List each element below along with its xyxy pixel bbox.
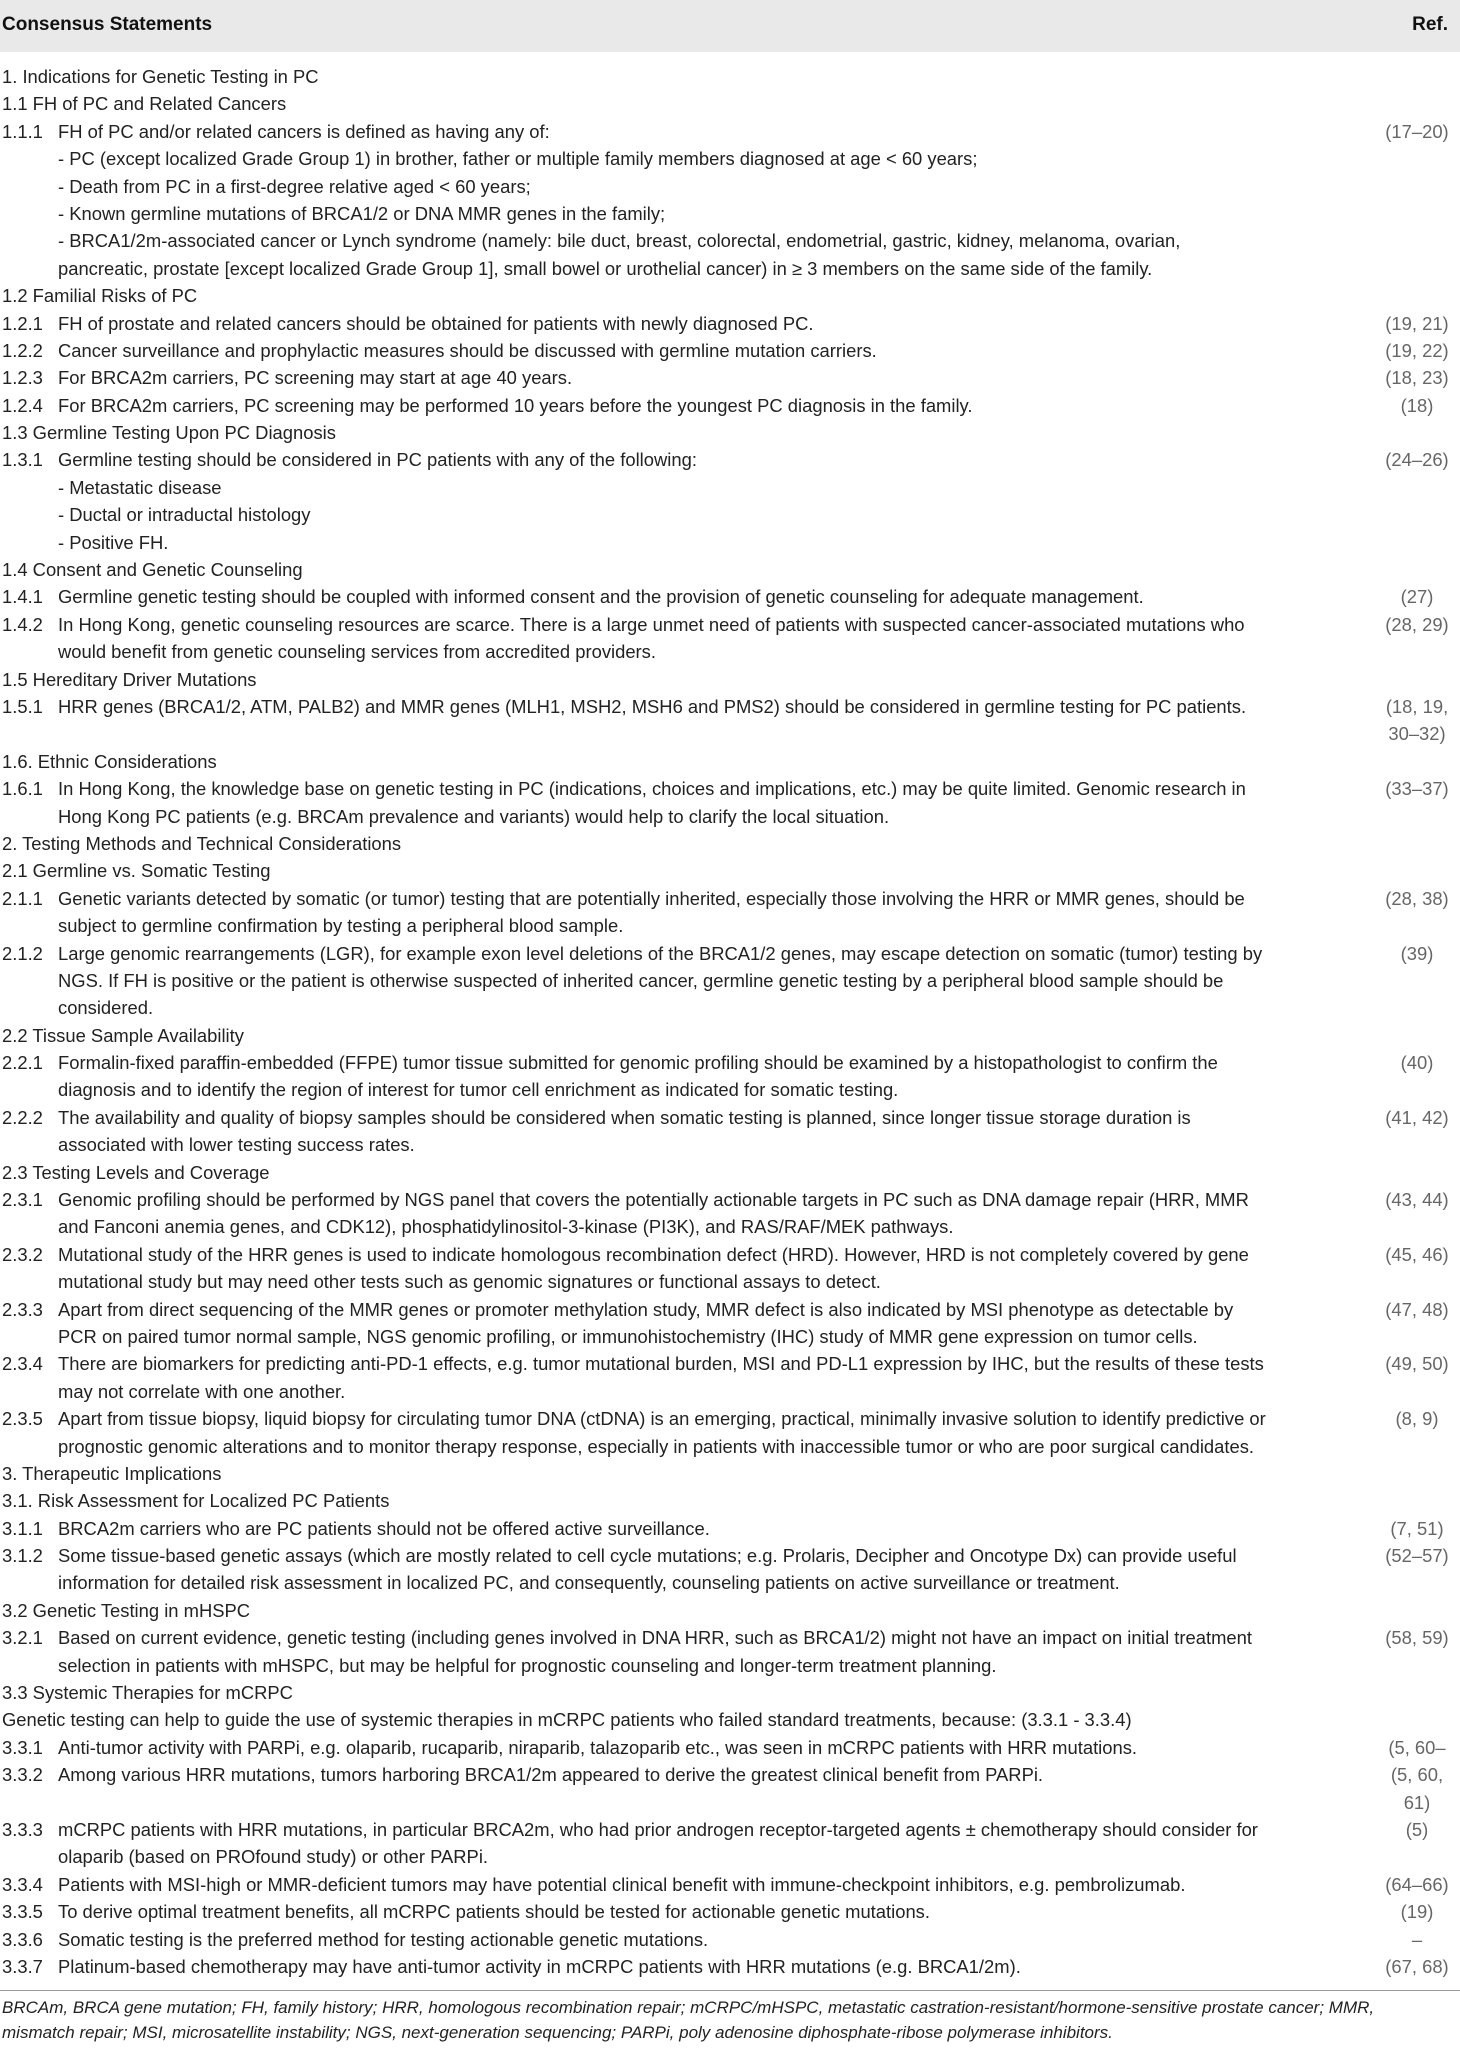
reference-link[interactable]: (58, 59) bbox=[1385, 1627, 1449, 1649]
table-row bbox=[0, 1816, 1460, 1843]
statement-text: diagnosis and to identify the region of interest for tumor cell enrichment as indicated for somatic testing. bbox=[58, 1079, 899, 1101]
statement-number: 1.2.4 bbox=[2, 394, 43, 416]
statement-text: - Metastatic disease bbox=[58, 476, 222, 498]
statement-number: 2.2.2 bbox=[2, 1106, 43, 1128]
table-row bbox=[0, 310, 1460, 337]
statement-text: NGS. If FH is positive or the patient is otherwise suspected of inherited cancer, germline genetic testing by a peripheral blood sample should be bbox=[58, 969, 1224, 991]
reference-link[interactable]: (28, 38) bbox=[1385, 887, 1449, 909]
table-row bbox=[0, 1624, 1460, 1651]
statement-text: and Fanconi anemia genes, and CDK12), phosphatidylinositol-3-kinase (PI3K), and RAS/RAF/MEK pathways. bbox=[58, 1216, 954, 1238]
statement-number: 3.1.2 bbox=[2, 1545, 43, 1567]
section-heading: 2.2 Tissue Sample Availability bbox=[2, 1024, 244, 1046]
statement-text: information for detailed risk assessment in localized PC, and consequently, counseling patients on active surveillance or treatment. bbox=[58, 1572, 1120, 1594]
table-footnote: BRCAm, BRCA gene mutation; FH, family history; HRR, homologous recombination repair; mCRPC/mHSPC, metastatic castration-resistant/hormone-sensitive prostate cancer; MMR, mismatch repair; MSI, microsatellite instability; NGS, next-generation sequencing; PARPi, poly adenosine diphosphate-ribose polymerase inhibitors. bbox=[2, 1998, 1375, 2042]
table-row bbox=[0, 1268, 1460, 1295]
statement-text: Cancer surveillance and prophylactic measures should be discussed with germline mutation carriers. bbox=[58, 339, 877, 361]
statement-text: BRCA2m carriers who are PC patients should not be offered active surveillance. bbox=[58, 1517, 710, 1539]
reference-link[interactable]: (41, 42) bbox=[1385, 1106, 1449, 1128]
statement-number: 2.3.3 bbox=[2, 1298, 43, 1320]
reference-link[interactable]: (5, 60, bbox=[1390, 1764, 1444, 1786]
statement-text: In Hong Kong, genetic counseling resources are scarce. There is a large unmet need of patients with suspected cancer-associated mutations who bbox=[58, 613, 1245, 635]
section-heading: 3.1. Risk Assessment for Localized PC Patients bbox=[2, 1490, 390, 1512]
section-heading: 1.2 Familial Risks of PC bbox=[2, 285, 198, 307]
table-row bbox=[0, 392, 1460, 419]
table-row bbox=[0, 474, 1460, 501]
table-row bbox=[0, 1789, 1460, 1816]
statement-number: 2.1.1 bbox=[2, 887, 43, 909]
statement-number: 2.3.1 bbox=[2, 1189, 43, 1211]
statement-text: Among various HRR mutations, tumors harboring BRCA1/2m appeared to derive the greatest clinical benefit from PARPi. bbox=[58, 1764, 1044, 1786]
table-row bbox=[0, 529, 1460, 556]
statement-text: Platinum-based chemotherapy may have anti-tumor activity in mCRPC patients with HRR mutations (e.g. BRCA1/2m). bbox=[58, 1955, 1021, 1977]
statement-number: 2.3.2 bbox=[2, 1243, 43, 1265]
table-row bbox=[0, 337, 1460, 364]
statement-text: associated with lower testing success rates. bbox=[58, 1134, 415, 1156]
reference-link[interactable]: (28, 29) bbox=[1385, 613, 1449, 635]
table-row bbox=[0, 227, 1460, 254]
table-row bbox=[0, 1515, 1460, 1542]
section-heading: Genetic testing can help to guide the use of systemic therapies in mCRPC patients who failed standard treatments, because: (3.3.1 - 3.3.4) bbox=[2, 1709, 1132, 1731]
table-row bbox=[0, 200, 1460, 227]
statement-number: 3.1.1 bbox=[2, 1517, 43, 1539]
statement-text: - PC (except localized Grade Group 1) in brother, father or multiple family members diagnosed at age < 60 years; bbox=[58, 148, 978, 170]
statement-text: For BRCA2m carriers, PC screening may start at age 40 years. bbox=[58, 367, 573, 389]
table-row bbox=[0, 583, 1460, 610]
statement-text: subject to germline confirmation by testing a peripheral blood sample. bbox=[58, 915, 624, 937]
statement-text: PCR on paired tumor normal sample, NGS genomic profiling, or immunohistochemistry (IHC) study of MMR gene expression on tumor cells. bbox=[58, 1325, 1198, 1347]
reference-link[interactable]: (33–37) bbox=[1385, 778, 1449, 800]
statement-text: mutational study but may need other tests such as genomic signatures or functional assays to detect. bbox=[58, 1271, 881, 1293]
table-row bbox=[0, 1679, 1460, 1706]
table-row bbox=[0, 1104, 1460, 1131]
table-row bbox=[0, 1734, 1460, 1761]
section-heading: 1.6. Ethnic Considerations bbox=[2, 750, 217, 772]
reference-link[interactable]: (47, 48) bbox=[1385, 1298, 1449, 1320]
table-bottom-rule bbox=[0, 1990, 1460, 1991]
statement-text: Anti-tumor activity with PARPi, e.g. olaparib, rucaparib, niraparib, talazoparib etc., was seen in mCRPC patients with HRR mutations. bbox=[58, 1736, 1138, 1758]
table-row bbox=[0, 556, 1460, 583]
reference-link[interactable]: (64–66) bbox=[1385, 1873, 1449, 1895]
statement-text: Somatic testing is the preferred method for testing actionable genetic mutations. bbox=[58, 1928, 709, 1950]
table-row bbox=[0, 282, 1460, 309]
statement-number: 1.4.1 bbox=[2, 586, 43, 608]
statement-text: olaparib (based on PROfound study) or other PARPi. bbox=[58, 1846, 489, 1868]
reference-link[interactable]: (40) bbox=[1400, 1052, 1434, 1074]
statement-text: HRR genes (BRCA1/2, ATM, PALB2) and MMR genes (MLH1, MSH2, MSH6 and PMS2) should be considered in germline testing for PC patients. bbox=[58, 695, 1247, 717]
table-row bbox=[0, 90, 1460, 117]
statement-number: 3.3.5 bbox=[2, 1901, 43, 1923]
statement-text: - Known germline mutations of BRCA1/2 or DNA MMR genes in the family; bbox=[58, 202, 666, 224]
table-row bbox=[0, 693, 1460, 720]
table-row bbox=[0, 1350, 1460, 1377]
table-row bbox=[0, 145, 1460, 172]
table-row bbox=[0, 1378, 1460, 1405]
table-row bbox=[0, 666, 1460, 693]
statement-text: Genetic variants detected by somatic (or tumor) testing that are potentially inherited, especially those involving the HRR or MMR genes, should be bbox=[58, 887, 1245, 909]
table-row bbox=[0, 775, 1460, 802]
statement-number: 3.3.1 bbox=[2, 1736, 43, 1758]
statement-number: 3.3.4 bbox=[2, 1873, 43, 1895]
table-row bbox=[0, 1186, 1460, 1213]
statement-number: 3.3.6 bbox=[2, 1928, 43, 1950]
table-row bbox=[0, 1953, 1460, 1980]
reference-link[interactable]: (27) bbox=[1400, 586, 1434, 608]
statement-number: 1.6.1 bbox=[2, 778, 43, 800]
table-row bbox=[0, 501, 1460, 528]
table-row bbox=[0, 1213, 1460, 1240]
table-row bbox=[0, 1926, 1460, 1953]
table-row bbox=[0, 1131, 1460, 1158]
section-heading: 3.2 Genetic Testing in mHSPC bbox=[2, 1599, 251, 1621]
table-row bbox=[0, 967, 1460, 994]
section-heading: 2.1 Germline vs. Somatic Testing bbox=[2, 860, 271, 882]
reference-link[interactable]: – bbox=[1411, 1928, 1423, 1950]
statement-text: Patients with MSI-high or MMR-deficient tumors may have potential clinical benefit with immune-checkpoint inhibitors, e.g. pembrolizumab. bbox=[58, 1873, 1186, 1895]
statement-text: There are biomarkers for predicting anti-PD-1 effects, e.g. tumor mutational burden, MSI and PD-L1 expression by IHC, but the results of these tests bbox=[58, 1353, 1264, 1375]
statement-text: - Positive FH. bbox=[58, 531, 169, 553]
statement-text: mCRPC patients with HRR mutations, in particular BRCA2m, who had prior androgen receptor-targeted agents ± chemotherapy should consider for bbox=[58, 1819, 1258, 1840]
statement-text: Hong Kong PC patients (e.g. BRCAm prevalence and variants) would help to clarify the local situation. bbox=[58, 805, 890, 827]
table-row bbox=[0, 1460, 1460, 1487]
statement-number: 2.3.4 bbox=[2, 1353, 43, 1375]
table-row bbox=[0, 419, 1460, 446]
table-row bbox=[0, 1022, 1460, 1049]
table-row bbox=[0, 638, 1460, 665]
table-row bbox=[0, 857, 1460, 884]
statement-number: 2.2.1 bbox=[2, 1052, 43, 1074]
section-heading: 2.3 Testing Levels and Coverage bbox=[2, 1161, 270, 1183]
reference-link[interactable]: (19, 21) bbox=[1385, 312, 1449, 334]
reference-link[interactable]: (45, 46) bbox=[1385, 1243, 1449, 1265]
table-row bbox=[0, 1542, 1460, 1569]
statement-number: 3.2.1 bbox=[2, 1627, 43, 1649]
column-header-ref: Ref. bbox=[1412, 14, 1448, 35]
statement-number: 2.1.2 bbox=[2, 942, 43, 964]
statement-number: 1.5.1 bbox=[2, 695, 43, 717]
statement-text: Large genomic rearrangements (LGR), for example exon level deletions of the BRCA1/2 genes, may escape detection on somatic (tumor) testing by bbox=[58, 942, 1263, 964]
section-heading: 2. Testing Methods and Technical Considerations bbox=[2, 832, 402, 854]
reference-link[interactable]: (39) bbox=[1400, 942, 1434, 964]
table-row bbox=[0, 912, 1460, 939]
statement-number: 3.3.3 bbox=[2, 1819, 43, 1840]
table-row bbox=[0, 748, 1460, 775]
table-header bbox=[0, 0, 1460, 52]
table-row bbox=[0, 1843, 1460, 1870]
reference-link[interactable]: (7, 51) bbox=[1390, 1517, 1444, 1539]
statement-text: The availability and quality of biopsy samples should be considered when somatic testing is planned, since longer tissue storage duration is bbox=[58, 1106, 1191, 1128]
table-row bbox=[0, 1706, 1460, 1733]
reference-link[interactable]: (49, 50) bbox=[1385, 1353, 1449, 1375]
reference-link[interactable]: (19) bbox=[1400, 1901, 1434, 1923]
column-header-statements: Consensus Statements bbox=[2, 14, 213, 35]
statement-number: 1.2.3 bbox=[2, 367, 43, 389]
table-row bbox=[0, 1323, 1460, 1350]
statement-text: Apart from tissue biopsy, liquid biopsy for circulating tumor DNA (ctDNA) is an emerging, practical, minimally invasive solution to identify predictive or bbox=[58, 1408, 1266, 1430]
table-row bbox=[0, 1761, 1460, 1788]
table-row bbox=[0, 1296, 1460, 1323]
reference-link[interactable]: (67, 68) bbox=[1385, 1955, 1449, 1977]
statement-number: 1.3.1 bbox=[2, 449, 43, 471]
statement-text: Germline genetic testing should be coupled with informed consent and the provision of genetic counseling for adequate management. bbox=[58, 586, 1144, 608]
table-row bbox=[0, 1652, 1460, 1679]
statement-text: - BRCA1/2m-associated cancer or Lynch syndrome (namely: bile duct, breast, colorectal, endometrial, gastric, kidney, melanoma, ovarian, bbox=[58, 230, 1181, 252]
statement-number: 1.2.1 bbox=[2, 312, 43, 334]
reference-link[interactable]: (8, 9) bbox=[1395, 1408, 1439, 1430]
section-heading: 1.1 FH of PC and Related Cancers bbox=[2, 93, 287, 115]
table-row bbox=[0, 446, 1460, 473]
reference-link[interactable]: (24–26) bbox=[1385, 449, 1449, 471]
table-row bbox=[0, 1569, 1460, 1596]
statement-text: pancreatic, prostate [except localized Grade Group 1], small bowel or urothelial cancer) in ≥ 3 members on the same side of the family. bbox=[58, 257, 1153, 279]
reference-link[interactable]: 30–32) bbox=[1388, 723, 1446, 745]
statement-text: To derive optimal treatment benefits, all mCRPC patients should be tested for actionable genetic mutations. bbox=[58, 1901, 930, 1923]
statement-text: Some tissue-based genetic assays (which are mostly related to cell cycle mutations; e.g. Prolaris, Decipher and Oncotype Dx) can provide useful bbox=[58, 1545, 1237, 1567]
section-heading: 1.3 Germline Testing Upon PC Diagnosis bbox=[2, 422, 336, 444]
reference-link[interactable]: (18, 19, bbox=[1385, 695, 1449, 717]
reference-link[interactable]: (19, 22) bbox=[1385, 339, 1449, 361]
table-row bbox=[0, 255, 1460, 282]
table-row bbox=[0, 63, 1460, 90]
reference-link[interactable]: (43, 44) bbox=[1385, 1189, 1449, 1211]
table-row bbox=[0, 940, 1460, 967]
statement-text: FH of prostate and related cancers should be obtained for patients with newly diagnosed PC. bbox=[58, 312, 814, 334]
table-row bbox=[0, 1159, 1460, 1186]
statement-text: prognostic genomic alterations and to monitor therapy response, especially in patients with inaccessible tumor or who are poor surgical candidates. bbox=[58, 1435, 1255, 1457]
statement-number: 2.3.5 bbox=[2, 1408, 43, 1430]
section-heading: 1.4 Consent and Genetic Counseling bbox=[2, 559, 303, 581]
statement-text: may not correlate with one another. bbox=[58, 1380, 346, 1402]
statement-text: Genomic profiling should be performed by NGS panel that covers the potentially actionable targets in PC such as DNA damage repair (HRR, MMR bbox=[58, 1189, 1249, 1211]
table-row bbox=[0, 1898, 1460, 1925]
statement-number: 3.3.2 bbox=[2, 1764, 43, 1786]
statement-text: - Ductal or intraductal histology bbox=[58, 504, 311, 526]
table-row bbox=[0, 1405, 1460, 1432]
table-row bbox=[0, 830, 1460, 857]
table-row bbox=[0, 1433, 1460, 1460]
reference-link[interactable]: 61) bbox=[1403, 1791, 1431, 1813]
statement-text: Formalin-fixed paraffin-embedded (FFPE) tumor tissue submitted for genomic profiling should be examined by a histopathologist to confirm the bbox=[58, 1052, 1218, 1074]
statement-text: selection in patients with mHSPC, but may be helpful for prognostic counseling and longer-term treatment planning. bbox=[58, 1654, 997, 1676]
table-row bbox=[0, 885, 1460, 912]
table-row bbox=[0, 720, 1460, 747]
section-heading: 3. Therapeutic Implications bbox=[2, 1462, 222, 1484]
statement-text: Mutational study of the HRR genes is used to indicate homologous recombination defect (HRD). However, HRD is not completely covered by gene bbox=[58, 1243, 1249, 1265]
statement-text: Based on current evidence, genetic testing (including genes involved in DNA HRR, such as BRCA1/2) might not have an impact on initial treatment bbox=[58, 1627, 1252, 1649]
table-row bbox=[0, 803, 1460, 830]
reference-link[interactable]: (18, 23) bbox=[1385, 367, 1449, 389]
statement-text: For BRCA2m carriers, PC screening may be performed 10 years before the youngest PC diagnosis in the family. bbox=[58, 394, 973, 416]
statement-text: In Hong Kong, the knowledge base on genetic testing in PC (indications, choices and implications, etc.) may be quite limited. Genomic research in bbox=[58, 778, 1246, 800]
reference-link[interactable]: (5) bbox=[1405, 1819, 1429, 1840]
statement-text: Germline testing should be considered in PC patients with any of the following: bbox=[58, 449, 697, 471]
section-heading: 1. Indications for Genetic Testing in PC bbox=[2, 66, 319, 87]
statement-text: FH of PC and/or related cancers is defined as having any of: bbox=[58, 120, 550, 142]
statement-number: 1.1.1 bbox=[2, 120, 43, 142]
statement-text: - Death from PC in a first-degree relative aged < 60 years; bbox=[58, 175, 531, 197]
table-row bbox=[0, 1597, 1460, 1624]
table-row bbox=[0, 994, 1460, 1021]
statement-text: would benefit from genetic counseling services from accredited providers. bbox=[58, 641, 656, 663]
table-row bbox=[0, 1871, 1460, 1898]
table-row bbox=[0, 364, 1460, 391]
reference-link[interactable]: (17–20) bbox=[1385, 120, 1449, 142]
table-row bbox=[0, 611, 1460, 638]
statement-number: 1.2.2 bbox=[2, 339, 43, 361]
table-row bbox=[0, 1049, 1460, 1076]
section-heading: 3.3 Systemic Therapies for mCRPC bbox=[2, 1682, 293, 1704]
table-row bbox=[0, 118, 1460, 145]
statement-text: considered. bbox=[58, 997, 154, 1019]
table-body bbox=[0, 63, 1460, 1980]
reference-link[interactable]: (5, 60– bbox=[1388, 1736, 1446, 1758]
table-row bbox=[0, 1241, 1460, 1268]
table-row bbox=[0, 173, 1460, 200]
statement-number: 1.4.2 bbox=[2, 613, 43, 635]
reference-link[interactable]: (18) bbox=[1400, 394, 1434, 416]
statement-text: Apart from direct sequencing of the MMR genes or promoter methylation study, MMR defect is also indicated by MSI phenotype as detectable by bbox=[58, 1298, 1234, 1320]
table-row bbox=[0, 1076, 1460, 1103]
reference-link[interactable]: (52–57) bbox=[1385, 1545, 1449, 1567]
section-heading: 1.5 Hereditary Driver Mutations bbox=[2, 668, 257, 690]
statement-number: 3.3.7 bbox=[2, 1955, 43, 1977]
table-row bbox=[0, 1487, 1460, 1514]
